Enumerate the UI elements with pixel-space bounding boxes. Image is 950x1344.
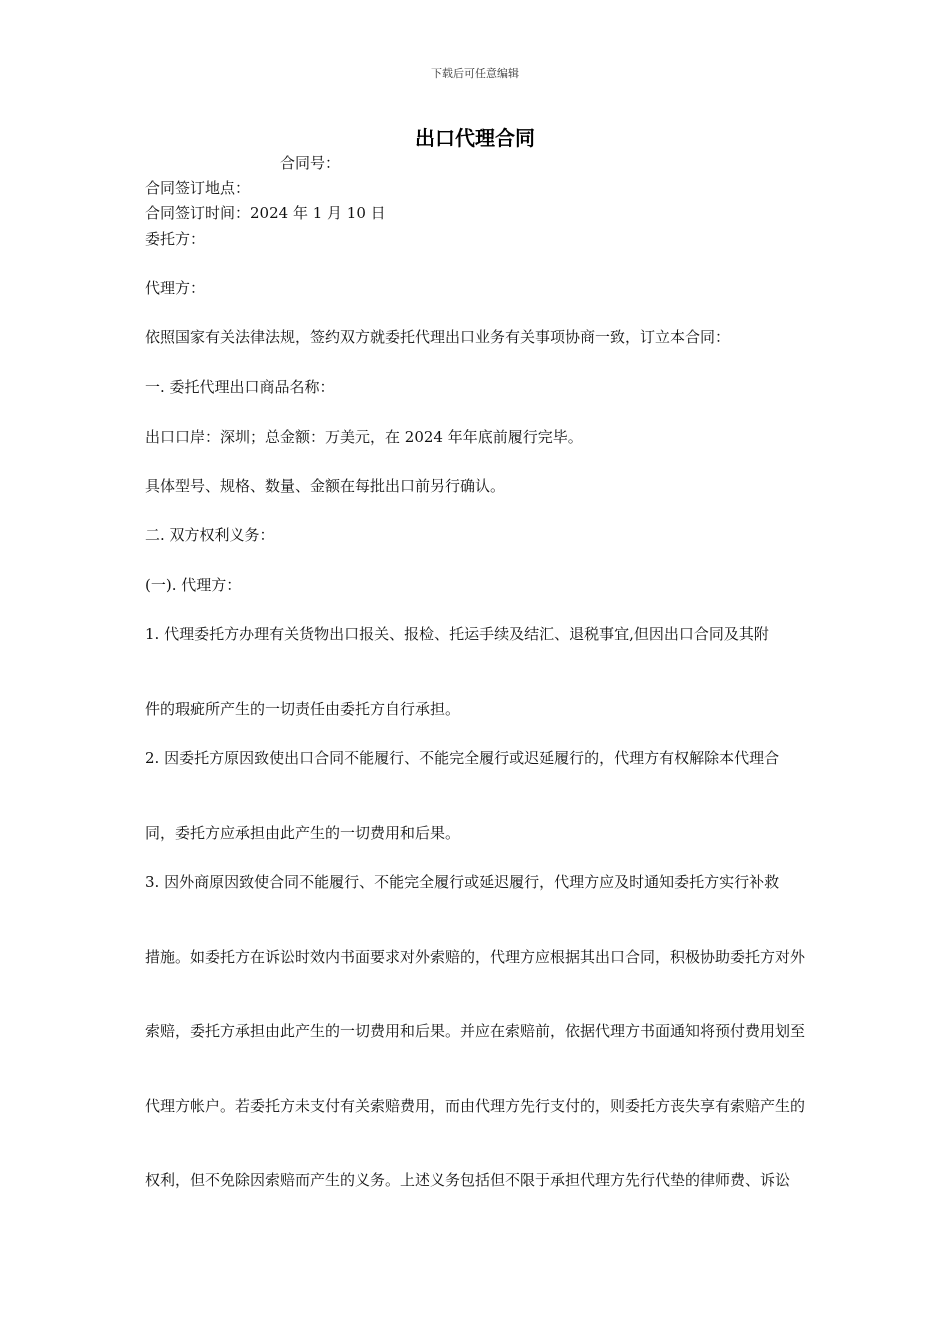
agent-label: 代理方： <box>145 279 206 297</box>
export-port-paragraph: 出口口岸：深圳；总金额：万美元，在 2024 年年底前履行完毕。 <box>145 428 583 446</box>
header-note: 下载后可任意编辑 <box>431 67 519 80</box>
clause-1-part-2: 件的瑕疵所产生的一切责任由委托方自行承担。 <box>145 700 461 718</box>
intro-paragraph: 依照国家有关法律法规，签约双方就委托代理出口业务有关事项协商一致，订立本合同： <box>145 328 731 346</box>
clause-2-part-2: 同，委托方应承担由此产生的一切费用和后果。 <box>145 824 461 842</box>
clause-3-part-4: 代理方帐户。若委托方未支付有关索赔费用，而由代理方先行支付的，则委托方丧失享有索赔产生的 <box>145 1097 806 1115</box>
subsection-agent-heading: (一). 代理方： <box>145 576 242 594</box>
clause-3-part-5: 权利，但不免除因索赔而产生的义务。上述义务包括但不限于承担代理方先行代垫的律师费、诉讼 <box>145 1171 791 1189</box>
document-title: 出口代理合同 <box>415 126 535 150</box>
clause-1-part-1: 1. 代理委托方办理有关货物出口报关、报检、托运手续及结汇、退税事宜,但因出口合同及其附 <box>145 625 769 643</box>
sign-time: 合同签订时间：2024 年 1 月 10 日 <box>145 204 386 222</box>
clause-3-part-1: 3. 因外商原因致使合同不能履行、不能完全履行或延迟履行，代理方应及时通知委托方实行补救 <box>145 873 780 891</box>
sign-place-label: 合同签订地点： <box>145 179 251 197</box>
clause-3-part-3: 索赔，委托方承担由此产生的一切费用和后果。并应在索赔前，依据代理方书面通知将预付费用划至 <box>145 1022 806 1040</box>
clause-2-part-1: 2. 因委托方原因致使出口合同不能履行、不能完全履行或迟延履行的，代理方有权解除本代理合 <box>145 749 780 767</box>
section-1-heading: 一. 委托代理出口商品名称： <box>145 378 335 396</box>
spec-paragraph: 具体型号、规格、数量、金额在每批出口前另行确认。 <box>145 477 506 495</box>
contract-number-label: 合同号： <box>280 154 341 172</box>
clause-3-part-2: 措施。如委托方在诉讼时效内书面要求对外索赔的，代理方应根据其出口合同，积极协助委托方对外 <box>145 948 806 966</box>
principal-label: 委托方： <box>145 230 206 248</box>
section-2-heading: 二. 双方权利义务： <box>145 526 275 544</box>
